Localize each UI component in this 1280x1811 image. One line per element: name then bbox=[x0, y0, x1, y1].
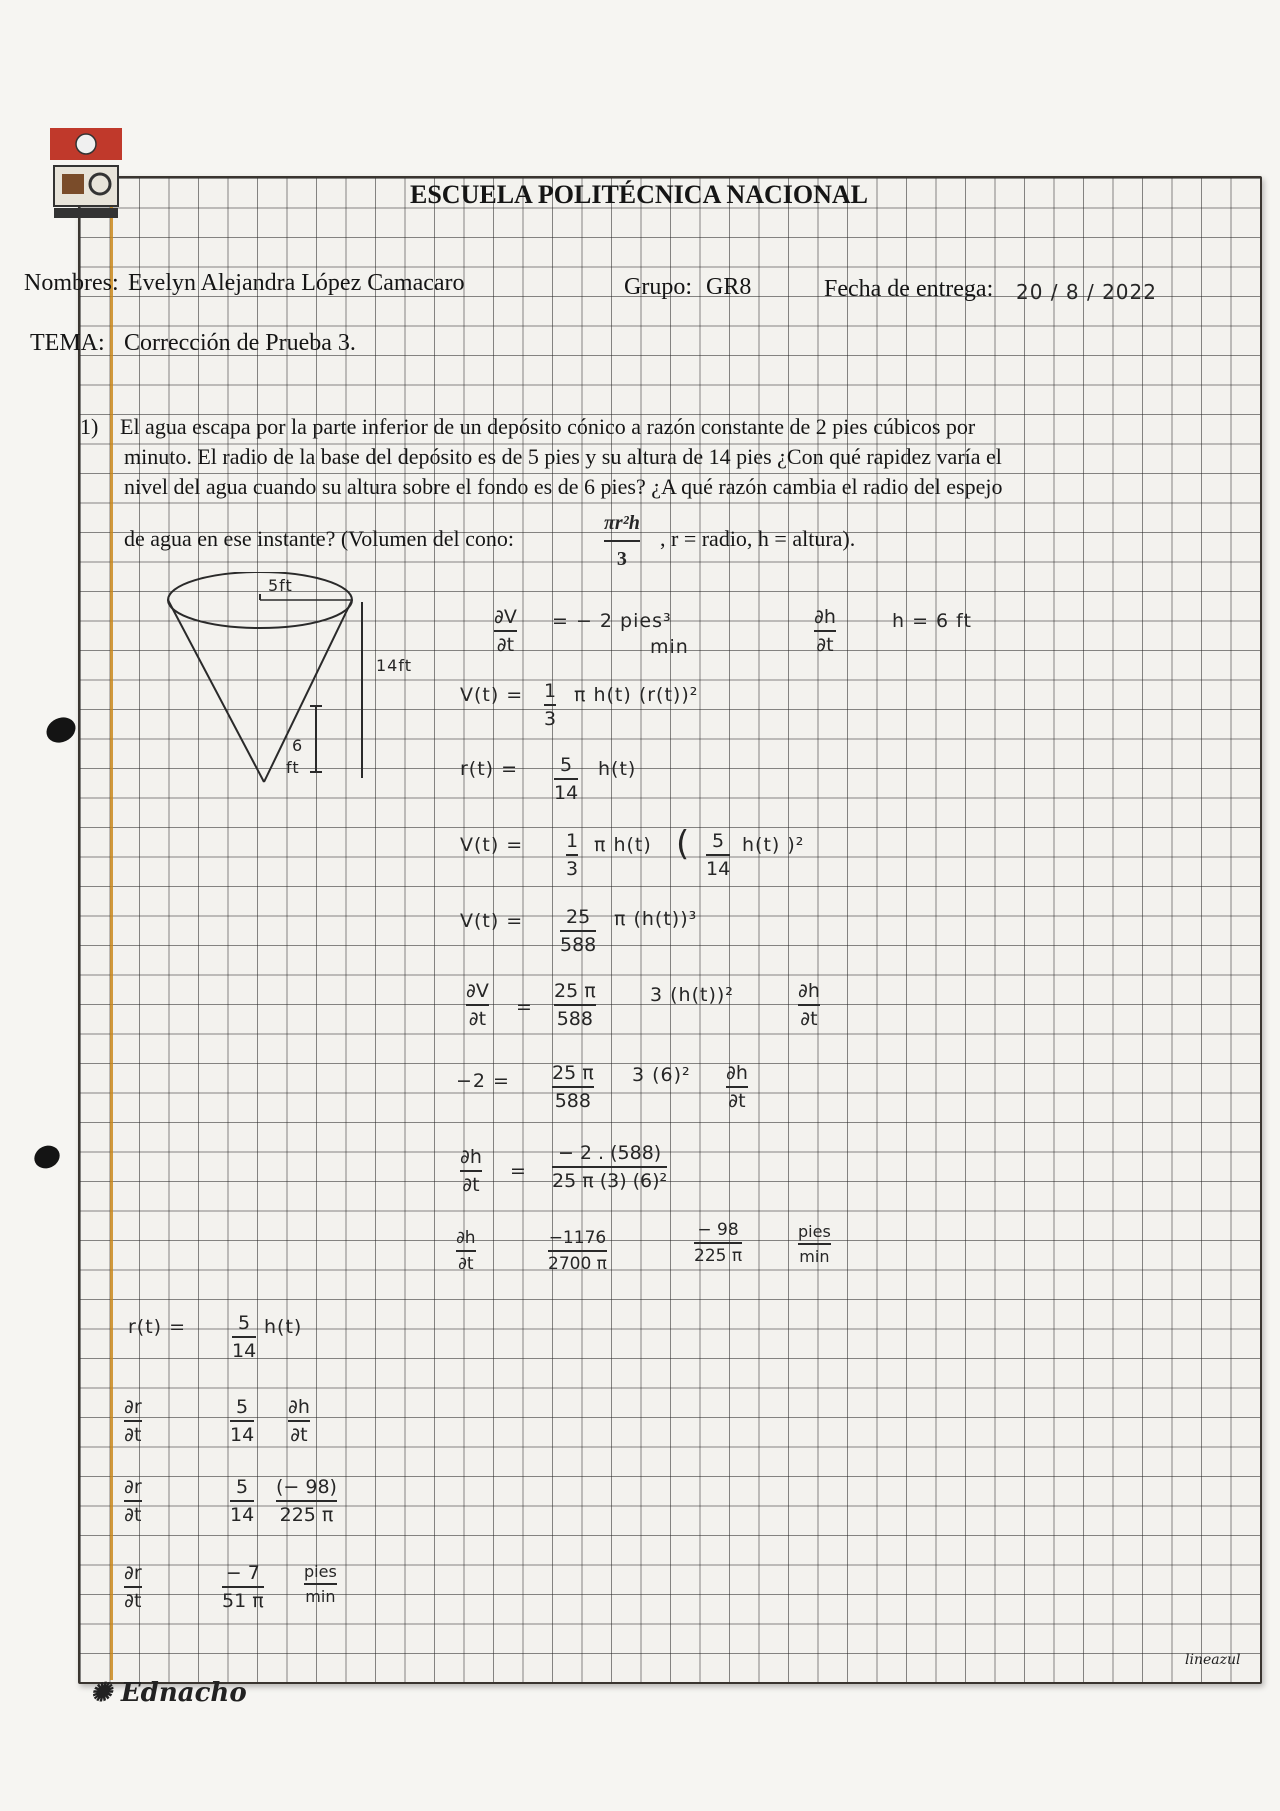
substitution-inner-num: 5 bbox=[712, 830, 725, 852]
grid-paper-sheet bbox=[78, 176, 1262, 1684]
drdt2-num: ∂r bbox=[124, 1476, 142, 1498]
drdt-coef bbox=[230, 1396, 254, 1446]
solve-lhs-den: ∂t bbox=[462, 1174, 480, 1196]
problem-formula-tail: , r = radio, h = altura). bbox=[660, 526, 856, 551]
date-label: Fecha de entrega: bbox=[824, 276, 994, 302]
h-given: h = 6 ft bbox=[892, 610, 972, 632]
derivative-coef-bar bbox=[554, 1004, 596, 1006]
solve-equals: = bbox=[510, 1160, 527, 1182]
topic-value: Corrección de Prueba 3. bbox=[124, 330, 356, 356]
radius2-bar bbox=[232, 1336, 256, 1338]
plug-lhs: −2 = bbox=[456, 1070, 510, 1092]
result-bar-1 bbox=[548, 1250, 607, 1252]
simplified-coef-num: 25 bbox=[566, 906, 591, 928]
radius-coef-den: 14 bbox=[554, 782, 579, 804]
problem-line-4: de agua en ese instante? (Volumen del cono: bbox=[124, 526, 514, 551]
drdt2-bar bbox=[124, 1500, 142, 1502]
drdt2-coef-den: 14 bbox=[230, 1504, 255, 1526]
result-lhs-bar bbox=[456, 1250, 476, 1252]
problem-number: 1) bbox=[80, 414, 99, 439]
institution-title: ESCUELA POLITÉCNICA NACIONAL bbox=[410, 180, 868, 209]
plug-tail-den: ∂t bbox=[728, 1090, 746, 1112]
substitution-coef bbox=[566, 830, 578, 880]
solve-lhs bbox=[460, 1146, 482, 1196]
drdt-tail-num: ∂h bbox=[288, 1396, 310, 1418]
radius2-num: 5 bbox=[238, 1312, 251, 1334]
radius2-den: 14 bbox=[232, 1340, 257, 1362]
result-unit-num: pies bbox=[798, 1222, 831, 1241]
problem-line-3: nivel del agua cuando su altura sobre el fondo es de 6 pies? ¿A qué razón cambia el radio del espejo bbox=[124, 474, 1003, 499]
result-lhs bbox=[456, 1228, 476, 1274]
simplified-coef-bar bbox=[560, 930, 596, 932]
drdt3-den: ∂t bbox=[124, 1590, 142, 1612]
derivative-coef-num: 25 π bbox=[554, 980, 596, 1002]
notebook-brand-left bbox=[90, 1678, 247, 1708]
drdt2-den: ∂t bbox=[124, 1504, 142, 1526]
radius2-lhs: r(t) = bbox=[128, 1316, 187, 1338]
drdt-coef-num: 5 bbox=[236, 1396, 249, 1418]
substitution-inner-den: 14 bbox=[706, 858, 731, 880]
binder-hole-bottom bbox=[31, 1142, 64, 1173]
volume-coef-den: 3 bbox=[544, 708, 557, 730]
substitution-coef-bar bbox=[566, 854, 578, 856]
drdt2-coef-bar bbox=[230, 1500, 254, 1502]
substitution-coef-num: 1 bbox=[566, 830, 579, 852]
derivative-lhs-num: ∂V bbox=[466, 980, 489, 1002]
paper-margin-line bbox=[110, 176, 113, 1680]
radius-relation-rhs: h(t) bbox=[598, 758, 637, 780]
topic-label: TEMA: bbox=[30, 330, 105, 356]
drdt3-bar bbox=[124, 1586, 142, 1588]
solve-num: − 2 . (588) bbox=[557, 1142, 662, 1164]
binder-hole-top bbox=[42, 713, 79, 747]
drdt3-coef-den: 51 π bbox=[222, 1590, 264, 1612]
formula-numerator: πr²h bbox=[604, 512, 640, 534]
formula-denominator: 3 bbox=[616, 548, 627, 570]
university-logo-icon bbox=[48, 126, 124, 222]
drdt-tail-bar bbox=[288, 1420, 310, 1422]
problem-line-2: minuto. El radio de la base del depósito es de 5 pies y su altura de 14 pies ¿Con qué rapidez varía el bbox=[124, 444, 1002, 469]
solve-bar bbox=[552, 1166, 667, 1168]
substitution-mid: π h(t) bbox=[594, 834, 652, 856]
drdt2-tail-num: (− 98) bbox=[276, 1476, 337, 1498]
drdt2-tail-den: 225 π bbox=[279, 1504, 334, 1526]
dvdt-value: = − 2 pies³ bbox=[552, 610, 672, 632]
result-lhs-den: ∂t bbox=[458, 1254, 474, 1274]
radius2-rhs: h(t) bbox=[264, 1316, 303, 1338]
radius-label: 5ft bbox=[268, 576, 293, 595]
derivative-tail-den: ∂t bbox=[800, 1008, 818, 1030]
solve-fraction bbox=[552, 1142, 667, 1192]
derivative-mid: 3 (h(t))² bbox=[650, 984, 734, 1006]
drdt2-coef-num: 5 bbox=[236, 1476, 249, 1498]
solve-lhs-bar bbox=[460, 1170, 482, 1172]
derivative-coef bbox=[554, 980, 596, 1030]
drdt-tail-den: ∂t bbox=[290, 1424, 308, 1446]
group-value: GR8 bbox=[706, 274, 752, 300]
drdt3-unit-num: pies bbox=[304, 1562, 337, 1581]
radius2-coef bbox=[232, 1312, 256, 1362]
plug-coef-den: 588 bbox=[554, 1090, 591, 1112]
simplified-rhs: π (h(t))³ bbox=[614, 908, 698, 930]
plug-tail bbox=[726, 1062, 748, 1112]
substitution-coef-den: 3 bbox=[566, 858, 579, 880]
dvdt-num: ∂V bbox=[494, 606, 517, 628]
cone-volume-formula bbox=[604, 508, 640, 574]
substitution-lhs: V(t) = bbox=[460, 834, 524, 856]
derivative-lhs bbox=[466, 980, 489, 1030]
group-label: Grupo: bbox=[624, 274, 692, 300]
brand-swirl-icon: ✺ bbox=[90, 1678, 121, 1708]
water-height-label-top: 6 bbox=[292, 736, 304, 755]
result-lhs-num: ∂h bbox=[456, 1228, 476, 1248]
names-value: Evelyn Alejandra López Camacaro bbox=[128, 270, 465, 296]
drdt3-unit-bar bbox=[304, 1583, 337, 1585]
drdt2-lhs bbox=[124, 1476, 142, 1526]
derivative-tail-bar bbox=[798, 1004, 820, 1006]
cone-diagram bbox=[150, 572, 390, 802]
derivative-tail-num: ∂h bbox=[798, 980, 820, 1002]
simplified-lhs: V(t) = bbox=[460, 910, 524, 932]
dvdt-fraction bbox=[494, 606, 517, 656]
dhdt-unknown bbox=[814, 606, 836, 656]
substitution-paren: ( bbox=[676, 824, 691, 864]
drdt3-lhs bbox=[124, 1562, 142, 1612]
solve-den: 25 π (3) (6)² bbox=[552, 1170, 668, 1192]
plug-tail-num: ∂h bbox=[726, 1062, 748, 1084]
radius-coef-num: 5 bbox=[560, 754, 573, 776]
drdt-lhs bbox=[124, 1396, 142, 1446]
result-den-2: 225 π bbox=[694, 1246, 743, 1266]
drdt3-unit bbox=[304, 1562, 337, 1606]
result-num-1: −1176 bbox=[548, 1228, 607, 1248]
result-unit-bar bbox=[798, 1243, 831, 1245]
volume-coef-num: 1 bbox=[544, 680, 557, 702]
derivative-coef-den: 588 bbox=[556, 1008, 593, 1030]
result-unit bbox=[798, 1222, 831, 1266]
substitution-inner-coef bbox=[706, 830, 730, 880]
result-unit-den: min bbox=[799, 1247, 830, 1266]
plug-tail-bar bbox=[726, 1086, 748, 1088]
plug-coef-num: 25 π bbox=[552, 1062, 594, 1084]
result-step-2 bbox=[694, 1220, 742, 1266]
dvdt-unit: min bbox=[650, 636, 689, 658]
derivative-lhs-bar bbox=[466, 1004, 489, 1006]
volume-lhs: V(t) = bbox=[460, 684, 524, 706]
plug-coef bbox=[552, 1062, 594, 1112]
drdt-num: ∂r bbox=[124, 1396, 142, 1418]
derivative-lhs-den: ∂t bbox=[468, 1008, 487, 1030]
dhdt-bar bbox=[814, 630, 836, 632]
simplified-coef bbox=[560, 906, 596, 956]
drdt3-coef-num: − 7 bbox=[225, 1562, 260, 1584]
drdt2-tail-bar bbox=[276, 1500, 337, 1502]
plug-mid: 3 (6)² bbox=[632, 1064, 691, 1086]
dhdt-den: ∂t bbox=[816, 634, 834, 656]
formula-bar bbox=[604, 540, 640, 542]
result-num-2: − 98 bbox=[697, 1220, 739, 1240]
brand-left-text: Ednacho bbox=[120, 1678, 247, 1708]
dvdt-den: ∂t bbox=[496, 634, 515, 656]
drdt3-coef bbox=[222, 1562, 264, 1612]
drdt2-coef bbox=[230, 1476, 254, 1526]
drdt-bar bbox=[124, 1420, 142, 1422]
dhdt-num: ∂h bbox=[814, 606, 836, 628]
drdt-coef-bar bbox=[230, 1420, 254, 1422]
result-den-1: 2700 π bbox=[548, 1254, 607, 1274]
substitution-inner-bar bbox=[706, 854, 730, 856]
radius-relation-coef bbox=[554, 754, 578, 804]
drdt3-coef-bar bbox=[222, 1586, 264, 1588]
drdt-den: ∂t bbox=[124, 1424, 142, 1446]
plug-coef-bar bbox=[552, 1086, 594, 1088]
radius-relation-lhs: r(t) = bbox=[460, 758, 519, 780]
drdt-tail bbox=[288, 1396, 310, 1446]
dvdt-bar bbox=[494, 630, 517, 632]
drdt-coef-den: 14 bbox=[230, 1424, 255, 1446]
simplified-coef-den: 588 bbox=[560, 934, 597, 956]
volume-coef bbox=[544, 680, 556, 730]
drdt3-num: ∂r bbox=[124, 1562, 142, 1584]
radius-coef-bar bbox=[554, 778, 578, 780]
height-label: 14ft bbox=[376, 656, 412, 675]
volume-coef-bar bbox=[544, 704, 556, 706]
drdt3-unit-den: min bbox=[305, 1587, 336, 1606]
water-height-label-bottom: ft bbox=[286, 758, 300, 777]
date-value: 20 / 8 / 2022 bbox=[1016, 280, 1157, 304]
derivative-equals: = bbox=[516, 996, 533, 1018]
result-bar-2 bbox=[694, 1242, 742, 1244]
derivative-tail bbox=[798, 980, 820, 1030]
notebook-brand-right: lineazul bbox=[1185, 1652, 1241, 1668]
volume-rhs: π h(t) (r(t))² bbox=[574, 684, 699, 706]
problem-line-1: El agua escapa por la parte inferior de un depósito cónico a razón constante de 2 pies cúbicos por bbox=[120, 414, 976, 439]
substitution-tail: h(t) )² bbox=[742, 834, 805, 856]
result-step-1 bbox=[548, 1228, 607, 1274]
solve-lhs-num: ∂h bbox=[460, 1146, 482, 1168]
drdt2-tail bbox=[276, 1476, 337, 1526]
names-label: Nombres: bbox=[24, 270, 119, 296]
